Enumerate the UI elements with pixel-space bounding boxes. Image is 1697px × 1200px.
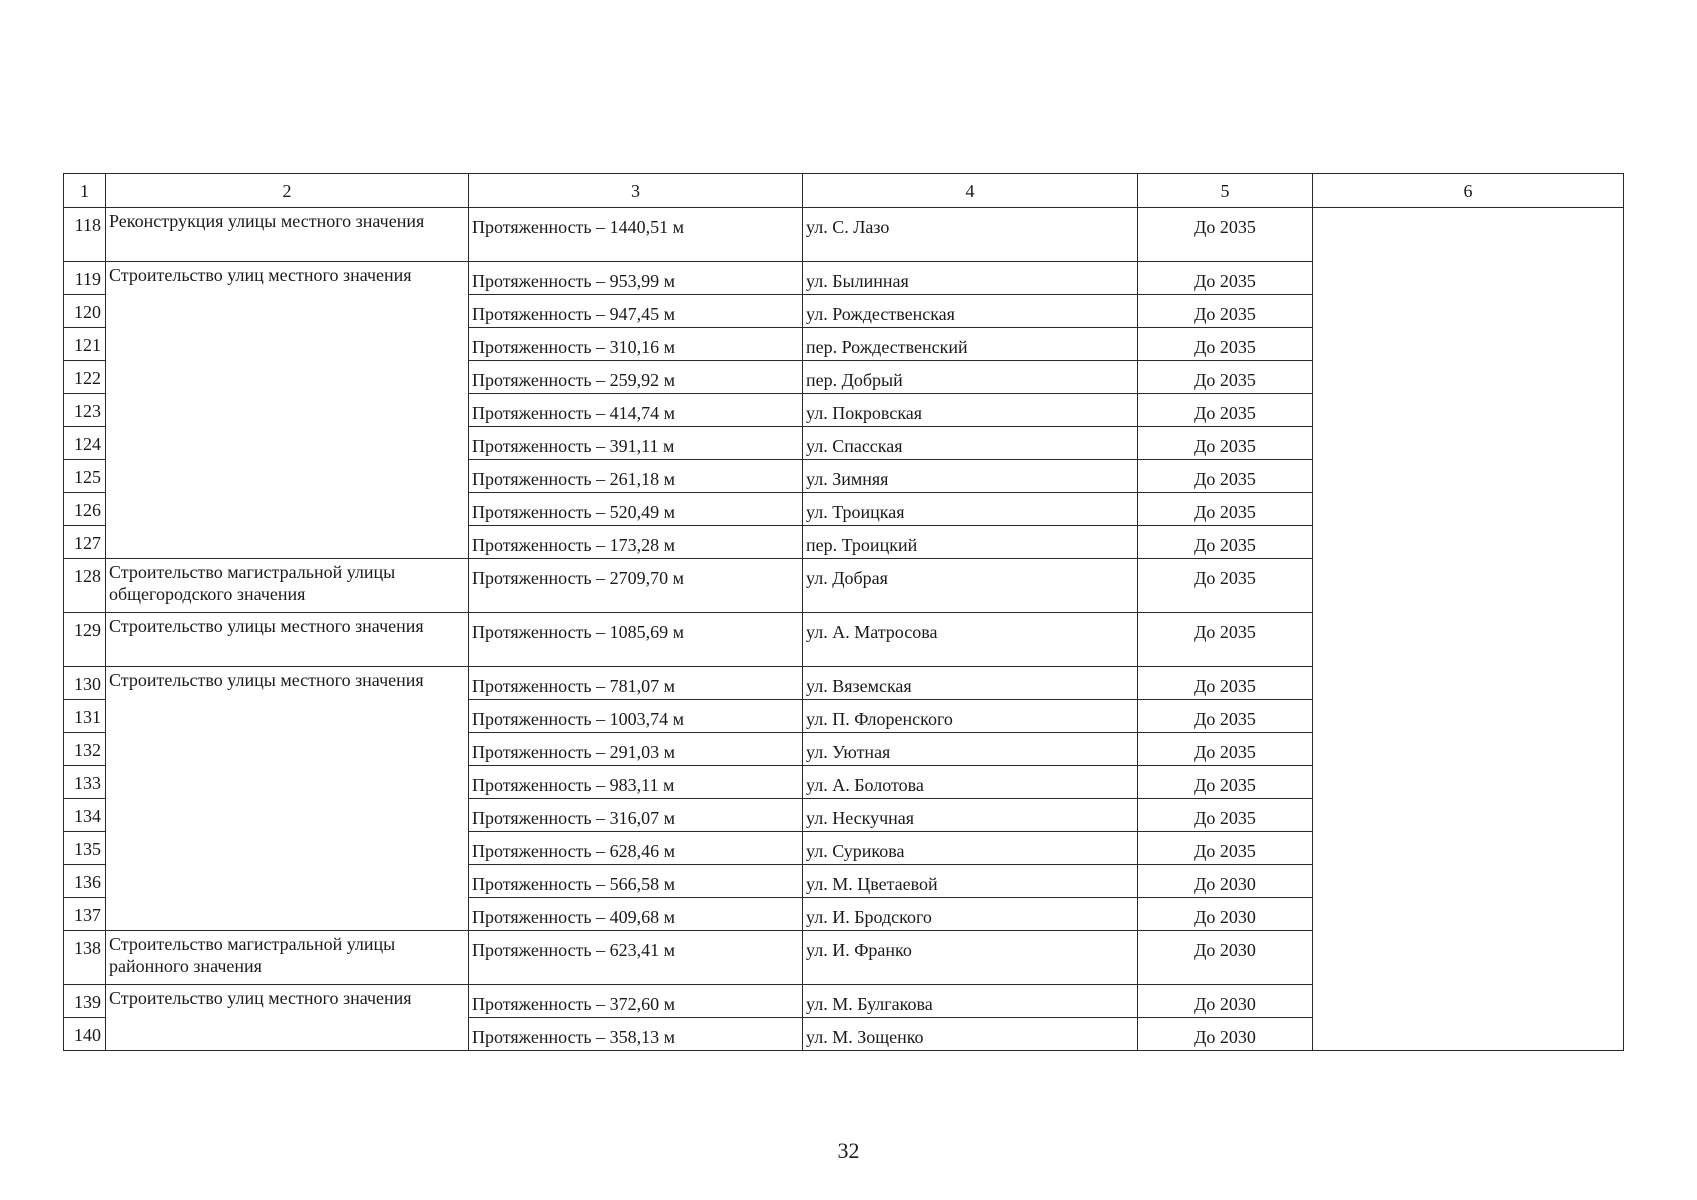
row-number: 138 xyxy=(64,931,106,985)
deadline-cell: До 2035 xyxy=(1138,613,1313,667)
deadline-cell: До 2030 xyxy=(1138,985,1313,1018)
length-cell: Протяженность – 310,16 м xyxy=(469,328,803,361)
length-cell: Протяженность – 566,58 м xyxy=(469,865,803,898)
length-cell: Протяженность – 623,41 м xyxy=(469,931,803,985)
deadline-cell: До 2035 xyxy=(1138,427,1313,460)
row-number: 131 xyxy=(64,700,106,733)
work-description: Строительство улицы местного значения xyxy=(106,667,469,931)
street-cell: ул. М. Цветаевой xyxy=(803,865,1138,898)
row-number: 125 xyxy=(64,460,106,493)
street-cell: ул. Зимняя xyxy=(803,460,1138,493)
deadline-cell: До 2030 xyxy=(1138,898,1313,931)
header-row xyxy=(64,174,1624,208)
street-cell: пер. Добрый xyxy=(803,361,1138,394)
deadline-cell: До 2035 xyxy=(1138,493,1313,526)
deadline-cell: До 2035 xyxy=(1138,361,1313,394)
street-cell: ул. С. Лазо xyxy=(803,208,1138,262)
row-number: 137 xyxy=(64,898,106,931)
row-number: 140 xyxy=(64,1018,106,1051)
deadline-cell: До 2030 xyxy=(1138,931,1313,985)
street-cell: ул. Вяземская xyxy=(803,667,1138,700)
row-number: 128 xyxy=(64,559,106,613)
length-cell: Протяженность – 1003,74 м xyxy=(469,700,803,733)
header-cell-5: 5 xyxy=(1138,174,1313,208)
row-number: 133 xyxy=(64,766,106,799)
deadline-cell: До 2035 xyxy=(1138,667,1313,700)
work-description: Реконструкция улицы местного значения xyxy=(106,208,469,262)
street-cell: ул. Спасская xyxy=(803,427,1138,460)
row-number: 119 xyxy=(64,262,106,295)
length-cell: Протяженность – 291,03 м xyxy=(469,733,803,766)
row-number: 132 xyxy=(64,733,106,766)
row-number: 120 xyxy=(64,295,106,328)
header-cell-2: 2 xyxy=(106,174,469,208)
table-body xyxy=(64,174,1624,1051)
deadline-cell: До 2035 xyxy=(1138,208,1313,262)
deadline-cell: До 2035 xyxy=(1138,295,1313,328)
deadline-cell: До 2035 xyxy=(1138,733,1313,766)
length-cell: Протяженность – 983,11 м xyxy=(469,766,803,799)
row-number: 135 xyxy=(64,832,106,865)
length-cell: Протяженность – 316,07 м xyxy=(469,799,803,832)
row-number: 124 xyxy=(64,427,106,460)
street-cell: пер. Троицкий xyxy=(803,526,1138,559)
row-number: 129 xyxy=(64,613,106,667)
length-cell: Протяженность – 358,13 м xyxy=(469,1018,803,1051)
row-number: 130 xyxy=(64,667,106,700)
row-number: 136 xyxy=(64,865,106,898)
street-cell: ул. Сурикова xyxy=(803,832,1138,865)
street-cell: ул. П. Флоренского xyxy=(803,700,1138,733)
work-description: Строительство улиц местного значения xyxy=(106,985,469,1051)
header-cell-3: 3 xyxy=(469,174,803,208)
street-cell: ул. Уютная xyxy=(803,733,1138,766)
deadline-cell: До 2035 xyxy=(1138,700,1313,733)
street-cell: ул. М. Зощенко xyxy=(803,1018,1138,1051)
length-cell: Протяженность – 259,92 м xyxy=(469,361,803,394)
length-cell: Протяженность – 628,46 м xyxy=(469,832,803,865)
length-cell: Протяженность – 391,11 м xyxy=(469,427,803,460)
deadline-cell: До 2030 xyxy=(1138,865,1313,898)
street-cell: ул. А. Болотова xyxy=(803,766,1138,799)
street-cell: ул. Покровская xyxy=(803,394,1138,427)
row-number: 134 xyxy=(64,799,106,832)
street-cell: ул. Добрая xyxy=(803,559,1138,613)
page-number: 32 xyxy=(837,1138,860,1163)
length-cell: Протяженность – 953,99 м xyxy=(469,262,803,295)
deadline-cell: До 2035 xyxy=(1138,832,1313,865)
length-cell: Протяженность – 372,60 м xyxy=(469,985,803,1018)
deadline-cell: До 2030 xyxy=(1138,1018,1313,1051)
street-cell: ул. И. Франко xyxy=(803,931,1138,985)
work-description: Строительство улицы местного значения xyxy=(106,613,469,667)
length-cell: Протяженность – 1085,69 м xyxy=(469,613,803,667)
deadline-cell: До 2035 xyxy=(1138,394,1313,427)
length-cell: Протяженность – 1440,51 м xyxy=(469,208,803,262)
row-number: 126 xyxy=(64,493,106,526)
length-cell: Протяженность – 520,49 м xyxy=(469,493,803,526)
length-cell: Протяженность – 409,68 м xyxy=(469,898,803,931)
deadline-cell: До 2035 xyxy=(1138,766,1313,799)
street-cell: ул. Рождественская xyxy=(803,295,1138,328)
length-cell: Протяженность – 173,28 м xyxy=(469,526,803,559)
header-cell-1: 1 xyxy=(64,174,106,208)
work-description: Строительство магистральной улицы общегородского значения xyxy=(106,559,469,613)
row-number: 139 xyxy=(64,985,106,1018)
length-cell: Протяженность – 414,74 м xyxy=(469,394,803,427)
work-description: Строительство магистральной улицы районного значения xyxy=(106,931,469,985)
header-cell-6: 6 xyxy=(1313,174,1624,208)
deadline-cell: До 2035 xyxy=(1138,799,1313,832)
table-row xyxy=(64,208,1624,262)
length-cell: Протяженность – 2709,70 м xyxy=(469,559,803,613)
length-cell: Протяженность – 947,45 м xyxy=(469,295,803,328)
street-cell: ул. Былинная xyxy=(803,262,1138,295)
row-number: 121 xyxy=(64,328,106,361)
row-number: 123 xyxy=(64,394,106,427)
length-cell: Протяженность – 261,18 м xyxy=(469,460,803,493)
street-cell: ул. Троицкая xyxy=(803,493,1138,526)
street-cell: пер. Рождественский xyxy=(803,328,1138,361)
deadline-cell: До 2035 xyxy=(1138,559,1313,613)
row-number: 127 xyxy=(64,526,106,559)
works-table xyxy=(63,173,1624,1051)
street-cell: ул. Нескучная xyxy=(803,799,1138,832)
deadline-cell: До 2035 xyxy=(1138,526,1313,559)
notes-cell xyxy=(1313,208,1624,1051)
length-cell: Протяженность – 781,07 м xyxy=(469,667,803,700)
street-cell: ул. А. Матросова xyxy=(803,613,1138,667)
deadline-cell: До 2035 xyxy=(1138,328,1313,361)
row-number: 118 xyxy=(64,208,106,262)
work-description: Строительство улиц местного значения xyxy=(106,262,469,559)
street-cell: ул. М. Булгакова xyxy=(803,985,1138,1018)
header-cell-4: 4 xyxy=(803,174,1138,208)
street-cell: ул. И. Бродского xyxy=(803,898,1138,931)
deadline-cell: До 2035 xyxy=(1138,262,1313,295)
row-number: 122 xyxy=(64,361,106,394)
deadline-cell: До 2035 xyxy=(1138,460,1313,493)
